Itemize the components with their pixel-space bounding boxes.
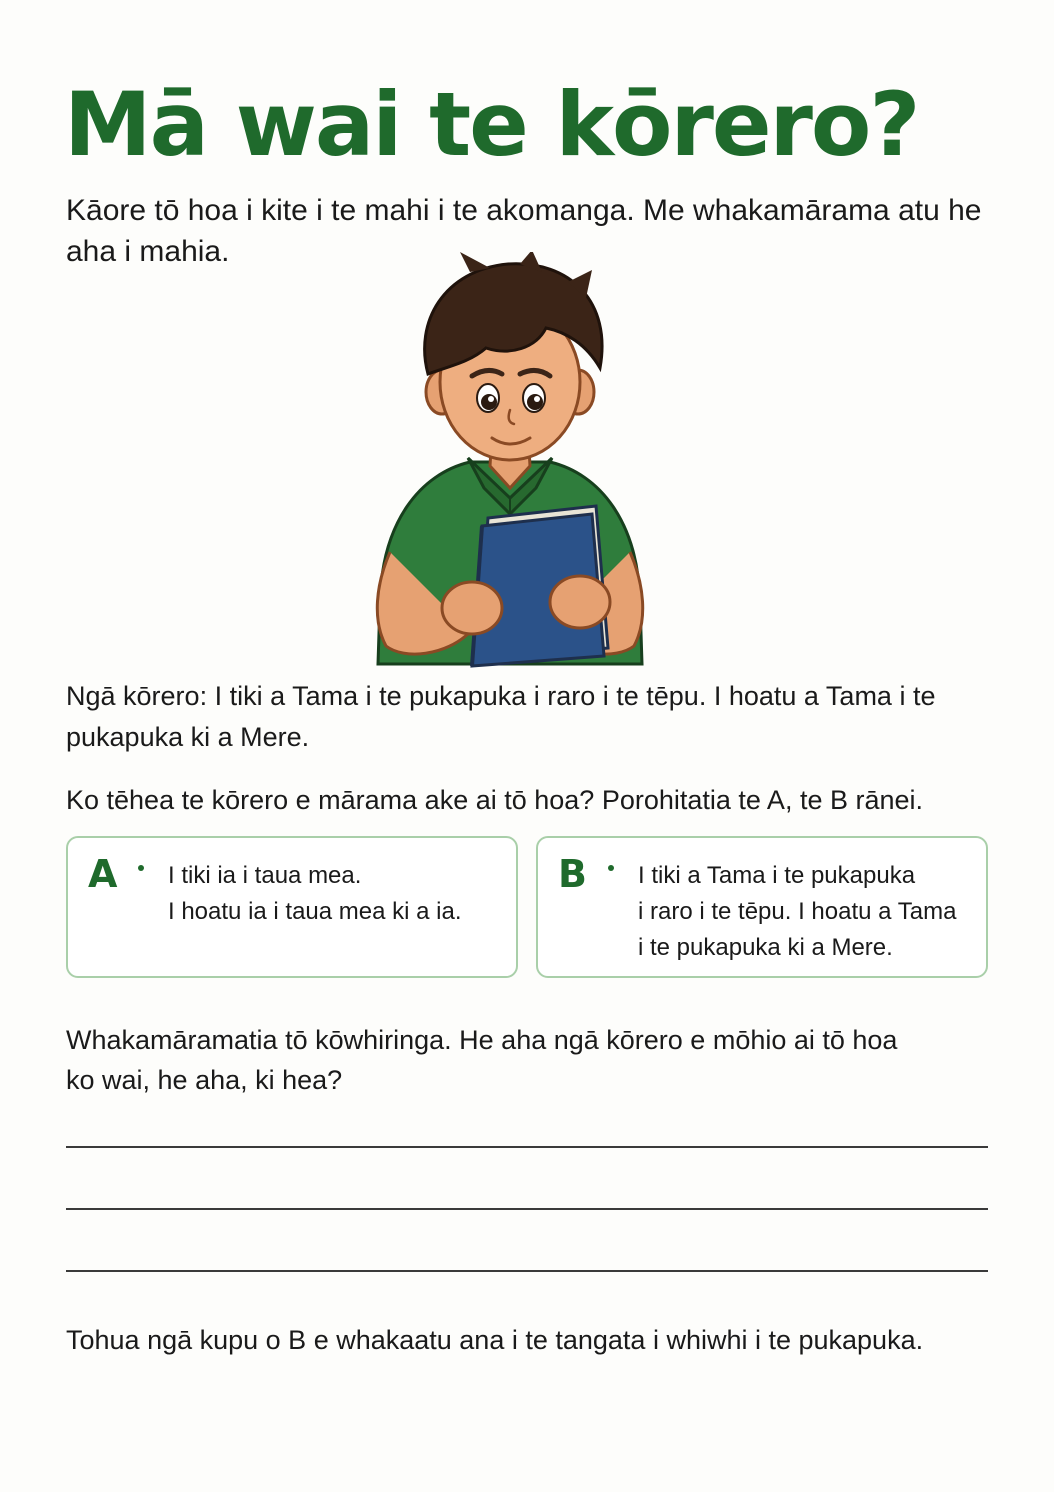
option-a-line: I hoatu ia i taua mea ki a ia. (168, 898, 462, 925)
story-text: Ngā kōrero: I tiki a Tama i te pukapuka i raro i te tēpu. I hoatu a Tama i te pukapuka ki a Mere. (66, 681, 936, 752)
page-title: Mā wai te kōrero? (64, 73, 919, 176)
explain-line: Whakamāramatia tō kōwhiringa. He aha ngā kōrero e mōhio ai tō hoa (66, 1025, 898, 1055)
explain-line: ko wai, he aha, ki hea? (66, 1065, 343, 1095)
bullet-icon (608, 865, 614, 871)
option-b-line: I tiki a Tama i te pukapuka (638, 862, 916, 889)
final-instruction: Tohua ngā kupu o B e whakaatu ana i te tangata i whiwhi i te pukapuka. (66, 1325, 924, 1355)
option-b-line: i raro i te tēpu. I hoatu a Tama (638, 898, 957, 925)
option-b-letter: B (558, 852, 587, 896)
option-b-line: i te pukapuka ki a Mere. (638, 934, 893, 961)
answer-line[interactable] (66, 1270, 988, 1272)
explain-prompt (66, 1020, 1006, 1100)
option-b-box[interactable] (536, 836, 988, 978)
option-a-text (168, 858, 508, 930)
answer-line[interactable] (66, 1146, 988, 1148)
answer-line[interactable] (66, 1208, 988, 1210)
question-text: Ko tēhea te kōrero e mārama ake ai tō hoa? Porohitatia te A, te B rānei. (66, 785, 924, 815)
boy-holding-book-icon (360, 252, 660, 668)
intro-text: Kāore tō hoa i kite i te mahi i te akomanga. Me whakamārama atu he aha i mahia. (66, 194, 982, 268)
option-a-box[interactable] (66, 836, 518, 978)
option-a-letter: A (88, 852, 118, 896)
option-b-text (638, 858, 978, 966)
option-a-line: I tiki ia i taua mea. (168, 862, 362, 889)
bullet-icon (138, 865, 144, 871)
